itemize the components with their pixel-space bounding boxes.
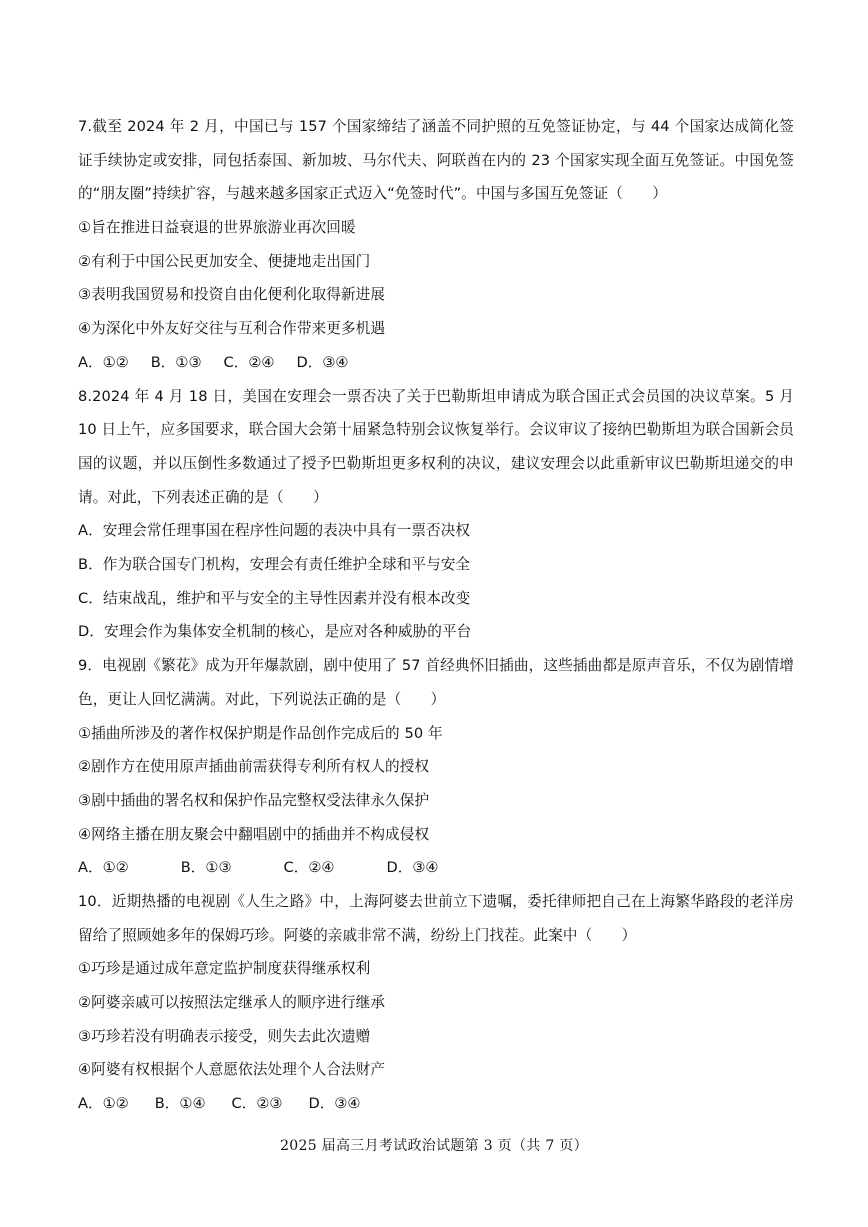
question-10-item-1: ①巧珍是通过成年意定监护制度获得继承权利 [78,960,371,978]
question-10-stem: 10．近期热播的电视剧《人生之路》中，上海阿婆去世前立下遗嘱，委托律师把自己在上海繁华路段的老洋房留给了照顾她多年的保姆巧珍。阿婆的亲戚非常不满，纷纷上门找茬。此案中（ ） [78,892,794,944]
question-10-item-4: ④阿婆有权根据个人意愿依法处理个人合法财产 [78,1061,386,1079]
question-10 [78,885,794,1121]
question-9-options [78,851,794,885]
question-7-item-4: ④为深化中外友好交往与互利合作带来更多机遇 [78,320,386,338]
question-7 [78,110,794,380]
question-8 [78,380,794,650]
question-7-option-a: A．①② [78,353,129,371]
question-7-item-2: ②有利于中国公民更加安全、便捷地走出国门 [78,252,371,270]
question-7-option-d: D．③④ [296,353,349,371]
question-10-item-2: ②阿婆亲戚可以按照法定继承人的顺序进行继承 [78,994,386,1012]
question-9-item-2: ②剧作方在使用原声插曲前需获得专利所有权人的授权 [78,758,430,776]
question-10-option-a: A．①② [78,1095,129,1113]
question-7-options [78,346,794,380]
question-9-item-4: ④网络主播在朋友聚会中翻唱剧中的插曲并不构成侵权 [78,825,430,843]
question-8-stem: 8.2024 年 4 月 18 日，美国在安理会一票否决了关于巴勒斯坦申请成为联合国正式会员国的决议草案。5 月 10 日上午，应多国要求，联合国大会第十届紧急特别会议恢复举行。会议审议了接纳巴勒斯坦为联合国新会员国的议题，并以压倒性多数通过了授予巴勒斯坦更多权利的决议，建议安理会以此重新审议巴勒斯坦递交的申请。对此，下列表述正确的是（ ） [78,387,794,506]
question-9-item-1: ①插曲所涉及的著作权保护期是作品创作完成后的 50 年 [78,724,443,742]
page-footer: 2025 届高三月考试政治试题第 3 页（共 7 页） [280,1138,588,1154]
question-8-option-b: B．作为联合国专门机构，安理会有责任维护全球和平与安全 [78,556,471,574]
question-10-options [78,1087,794,1121]
question-9-stem: 9．电视剧《繁花》成为开年爆款剧，剧中使用了 57 首经典怀旧插曲，这些插曲都是原声音乐，不仅为剧情增色，更让人回忆满满。对此，下列说法正确的是（ ） [78,657,794,708]
question-7-option-b: B．①③ [150,353,202,371]
question-9-option-d: D．③④ [386,859,439,877]
question-7-item-1: ①旨在推进日益衰退的世界旅游业再次回暖 [78,219,356,237]
question-7-item-3: ③表明我国贸易和投资自由化便利化取得新进展 [78,286,386,304]
question-10-item-3: ③巧珍若没有明确表示接受，则失去此次遗赠 [78,1027,371,1045]
question-8-option-c: C．结束战乱，维护和平与安全的主导性因素并没有根本改变 [78,589,471,607]
question-9-option-c: C．②④ [283,859,335,877]
question-8-option-d: D．安理会作为集体安全机制的核心，是应对各种威胁的平台 [78,623,472,641]
page-content [78,110,794,1121]
question-10-option-c: C．②③ [231,1095,283,1113]
question-7-option-c: C．②④ [223,353,275,371]
question-9-option-b: B．①③ [180,859,232,877]
question-10-option-d: D．③④ [308,1095,361,1113]
question-9-option-a: A．①② [78,859,129,877]
question-7-stem: 7.截至 2024 年 2 月，中国已与 157 个国家缔结了涵盖不同护照的互免签证协定，与 44 个国家达成简化签证手续协定或安排，同包括泰国、新加坡、马尔代夫、阿联酋在内的 23 个国家实现全面互免签证。中国免签的“朋友圈”持续扩容，与越来越多国家正式迈入“免签时代”。中国与多国互免签证（ ） [78,118,794,203]
question-9 [78,649,794,885]
question-9-item-3: ③剧中插曲的署名权和保护作品完整权受法律永久保护 [78,791,430,809]
question-10-option-b: B．①④ [154,1095,206,1113]
question-8-option-a: A．安理会常任理事国在程序性问题的表决中具有一票否决权 [78,522,471,540]
